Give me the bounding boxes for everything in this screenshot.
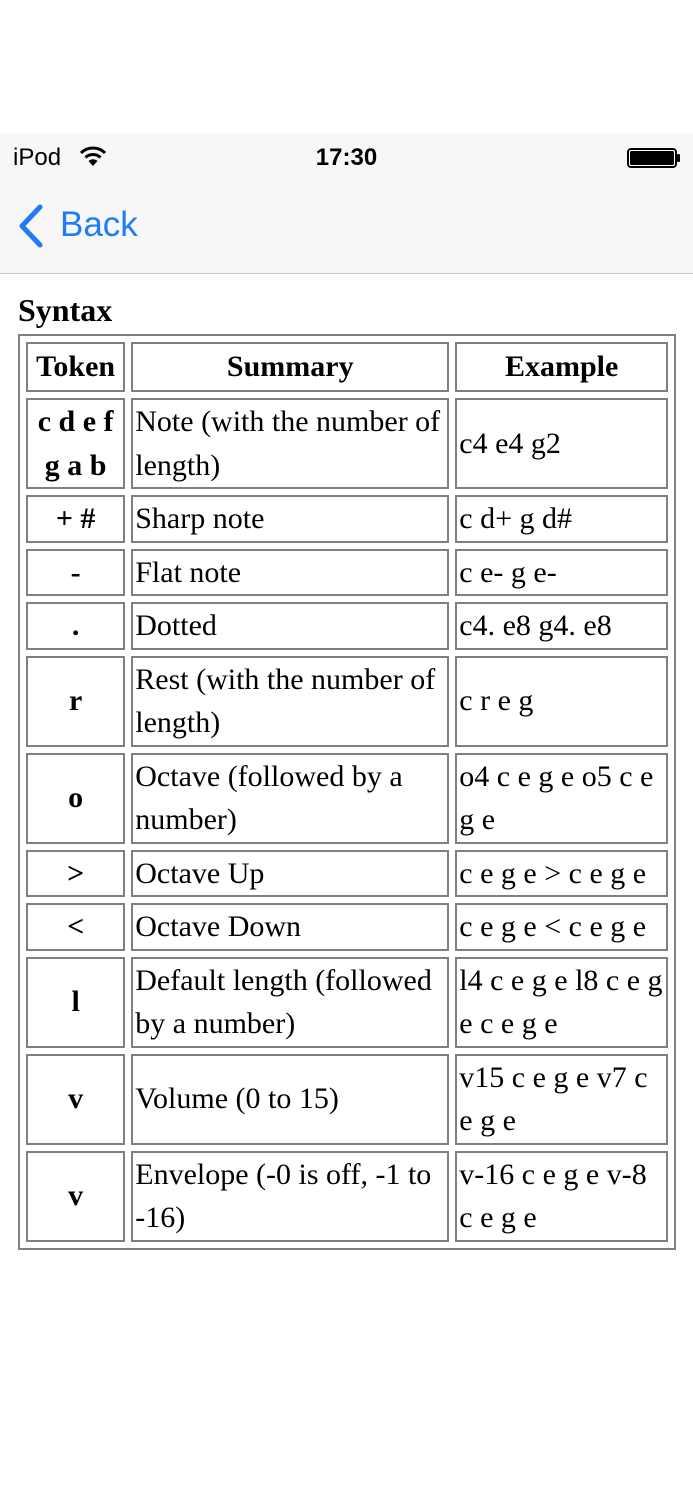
- table-row: [26, 656, 668, 747]
- token-cell: o: [26, 753, 125, 844]
- summary-cell: Octave (followed by a number): [131, 753, 449, 844]
- token-cell: + #: [26, 495, 125, 543]
- example-cell: c e g e < c e g e: [455, 903, 668, 951]
- web-content: [0, 274, 693, 1366]
- status-time: 17:30: [315, 144, 378, 171]
- example-cell: v15 c e g e v7 c e g e: [455, 1054, 668, 1145]
- section-heading: Syntax: [18, 292, 113, 328]
- token-cell: .: [26, 602, 125, 650]
- example-cell: c r e g: [455, 656, 668, 747]
- status-bar: [0, 133, 693, 179]
- summary-cell: Note (with the number of length): [131, 398, 449, 489]
- summary-cell: Flat note: [131, 549, 449, 597]
- table-row: [26, 753, 668, 844]
- token-cell: >: [26, 850, 125, 898]
- column-header-summary: Summary: [131, 342, 449, 392]
- summary-cell: Default length (followed by a number): [131, 957, 449, 1048]
- table-row: [26, 1054, 668, 1145]
- app-screen: [0, 133, 693, 1366]
- syntax-table: [18, 334, 676, 1250]
- table-row: [26, 602, 668, 650]
- back-label: Back: [60, 205, 138, 244]
- table-row: [26, 1151, 668, 1242]
- example-cell: c e- g e-: [455, 549, 668, 597]
- chevron-left-icon: [16, 203, 44, 249]
- table-row: [26, 903, 668, 951]
- example-cell: c e g e > c e g e: [455, 850, 668, 898]
- example-cell: c4. e8 g4. e8: [455, 602, 668, 650]
- token-cell: v: [26, 1151, 125, 1242]
- example-cell: c d+ g d#: [455, 495, 668, 543]
- token-cell: l: [26, 957, 125, 1048]
- table-row: [26, 495, 668, 543]
- navigation-bar: [0, 179, 693, 274]
- example-cell: c4 e4 g2: [455, 398, 668, 489]
- summary-cell: Octave Up: [131, 850, 449, 898]
- summary-cell: Dotted: [131, 602, 449, 650]
- carrier-label: iPod: [13, 144, 62, 171]
- token-cell: -: [26, 549, 125, 597]
- table-row: [26, 398, 668, 489]
- token-cell: v: [26, 1054, 125, 1145]
- table-row: [26, 957, 668, 1048]
- table-row: [26, 549, 668, 597]
- summary-cell: Octave Down: [131, 903, 449, 951]
- token-cell: <: [26, 903, 125, 951]
- battery-icon: [627, 148, 681, 168]
- table-row: [26, 850, 668, 898]
- summary-cell: Envelope (-0 is off, -1 to -16): [131, 1151, 449, 1242]
- token-cell: r: [26, 656, 125, 747]
- example-cell: o4 c e g e o5 c e g e: [455, 753, 668, 844]
- summary-cell: Volume (0 to 15): [131, 1054, 449, 1145]
- column-header-example: Example: [455, 342, 668, 392]
- table-header-row: [26, 342, 668, 392]
- summary-cell: Rest (with the number of length): [131, 656, 449, 747]
- token-cell: c d e f g a b: [26, 398, 125, 489]
- summary-cell: Sharp note: [131, 495, 449, 543]
- example-cell: v-16 c e g e v-8 c e g e: [455, 1151, 668, 1242]
- example-cell: l4 c e g e l8 c e g e c e g e: [455, 957, 668, 1048]
- column-header-token: Token: [26, 342, 125, 392]
